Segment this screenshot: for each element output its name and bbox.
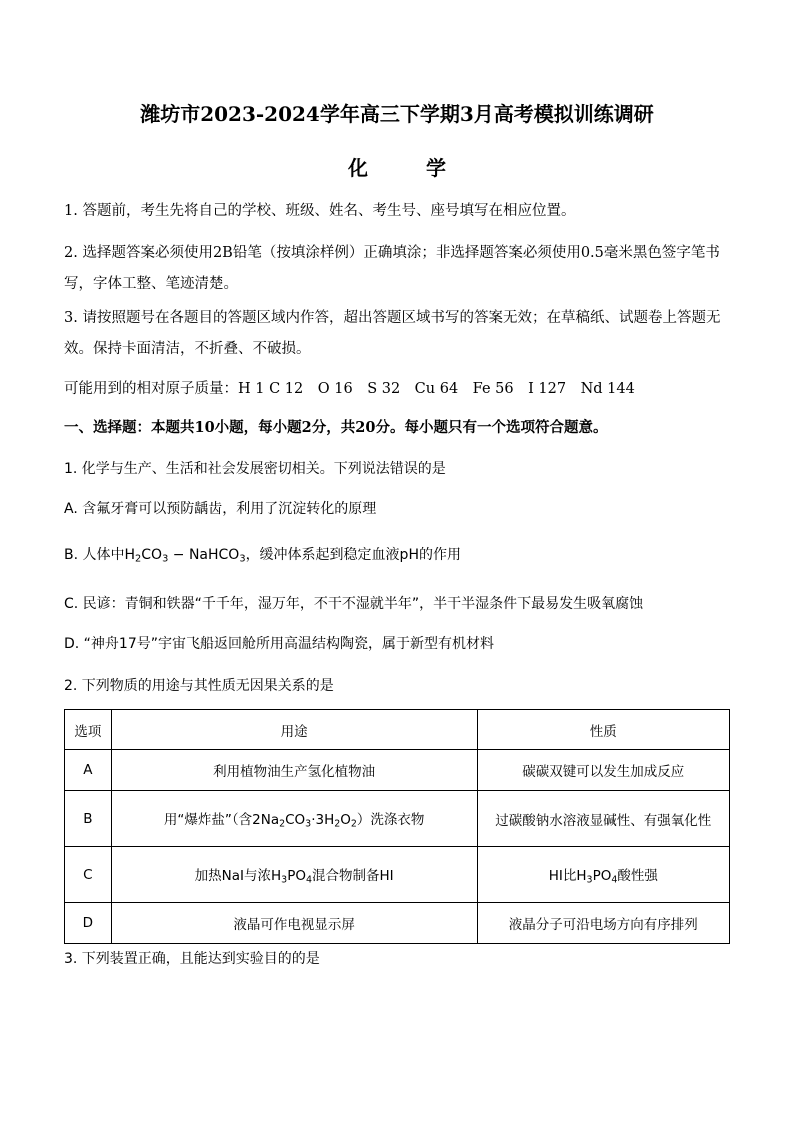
subject-char-1: 化 [348,156,369,180]
text-part: ）洗涤衣物 [356,811,425,828]
instruction-2: 2. 选择题答案必须使用2B铅笔（按填涂样例）正确填涂；非选择题答案必须使用0.5毫米黑色签字笔书写，字体工整、笔迹清楚。 [64,245,720,292]
row-option: C [65,847,112,903]
section-heading: 一、选择题：本题共10小题，每小题2分，共20分。每小题只有一个选项符合题意。 [64,419,608,436]
question-1-option-c: C. 民谚：青铜和铁器“千千年，湿万年，不干不湿就半年”，半干半湿条件下最易发生吸氧腐蚀 [64,596,644,612]
formula-subscript: 2 [279,818,286,830]
question-2-table [64,709,730,944]
question-2-stem: 2. 下列物质的用途与其性质无因果关系的是 [64,678,334,694]
formula-subscript: 3 [281,874,288,886]
option-b-prefix: B. 人体中 [64,547,125,563]
text-part: 酸性强 [617,867,658,884]
formula-subscript: 3 [305,818,312,830]
header-property: 性质 [477,710,729,750]
subject-title [0,152,794,181]
row-property: 液晶分子可沿电场方向有序排列 [477,903,729,944]
instruction-1: 1. 答题前，考生先将自己的学校、班级、姓名、考生号、座号填写在相应位置。 [64,203,576,219]
text-part: 加热NaI与浓H [194,867,282,884]
table-row [65,791,730,847]
formula-part: H [124,547,136,563]
row-property [477,847,729,903]
text-part: 混合物制备HI [311,867,394,884]
formula-subscript: 4 [305,874,312,886]
question-1-stem: 1. 化学与生产、生活和社会发展密切相关。下列说法错误的是 [64,461,446,477]
subject-char-2: 学 [425,156,446,180]
atomic-masses: 可能用到的相对原子质量：H 1 C 12 O 16 S 32 Cu 64 Fe 56 I 127 Nd 144 [64,381,635,397]
text-part: HI比H [548,867,587,884]
question-1-option-a: A. 含氟牙膏可以预防龋齿，利用了沉淀转化的原理 [64,501,377,517]
table-header-row [65,710,730,750]
option-b-suffix: ，缓冲体系起到稳定血液pH的作用 [245,547,461,563]
question-3-stem: 3. 下列装置正确，且能达到实验目的的是 [64,951,320,967]
header-use: 用途 [111,710,477,750]
text-part: 用“爆炸盐”（含2Na [163,811,280,828]
text-part: PO [287,867,306,884]
text-part: ·3H [311,811,335,828]
formula-part: CO [141,547,163,563]
row-use [111,791,477,847]
text-part: O [340,811,351,828]
table-row [65,903,730,944]
row-option: B [65,791,112,847]
formula-subscript: 3 [586,874,593,886]
formula-subscript: 3 [239,553,246,565]
table-row [65,750,730,791]
formula-subscript: 2 [350,818,357,830]
text-part: PO [592,867,612,884]
row-use: 利用植物油生产氢化植物油 [111,750,477,791]
header-option: 选项 [65,710,112,750]
formula-subscript: 3 [162,553,169,565]
instruction-3: 3. 请按照题号在各题目的答题区域内作答，超出答题区域书写的答案无效；在草稿纸、试题卷上答题无效。保持卡面清洁，不折叠、不破损。 [64,310,721,357]
row-option: A [65,750,112,791]
question-1-option-d: D. “神舟17号”宇宙飞船返回舱所用高温结构陶瓷，属于新型有机材料 [64,636,494,652]
text-part: CO [285,811,306,828]
formula-subscript: 2 [135,553,142,565]
row-use [111,847,477,903]
row-property: 过碳酸钠水溶液显碱性、有强氧化性 [477,791,729,847]
exam-title: 潍坊市2023-2024学年高三下学期3月高考模拟训练调研 [140,102,654,126]
row-option: D [65,903,112,944]
row-property: 碳碳双键可以发生加成反应 [477,750,729,791]
table-row [65,847,730,903]
row-use: 液晶可作电视显示屏 [111,903,477,944]
question-1-option-b [64,544,461,564]
formula-part: − NaHCO [168,547,240,563]
formula-subscript: 2 [334,818,341,830]
formula-subscript: 4 [611,874,618,886]
